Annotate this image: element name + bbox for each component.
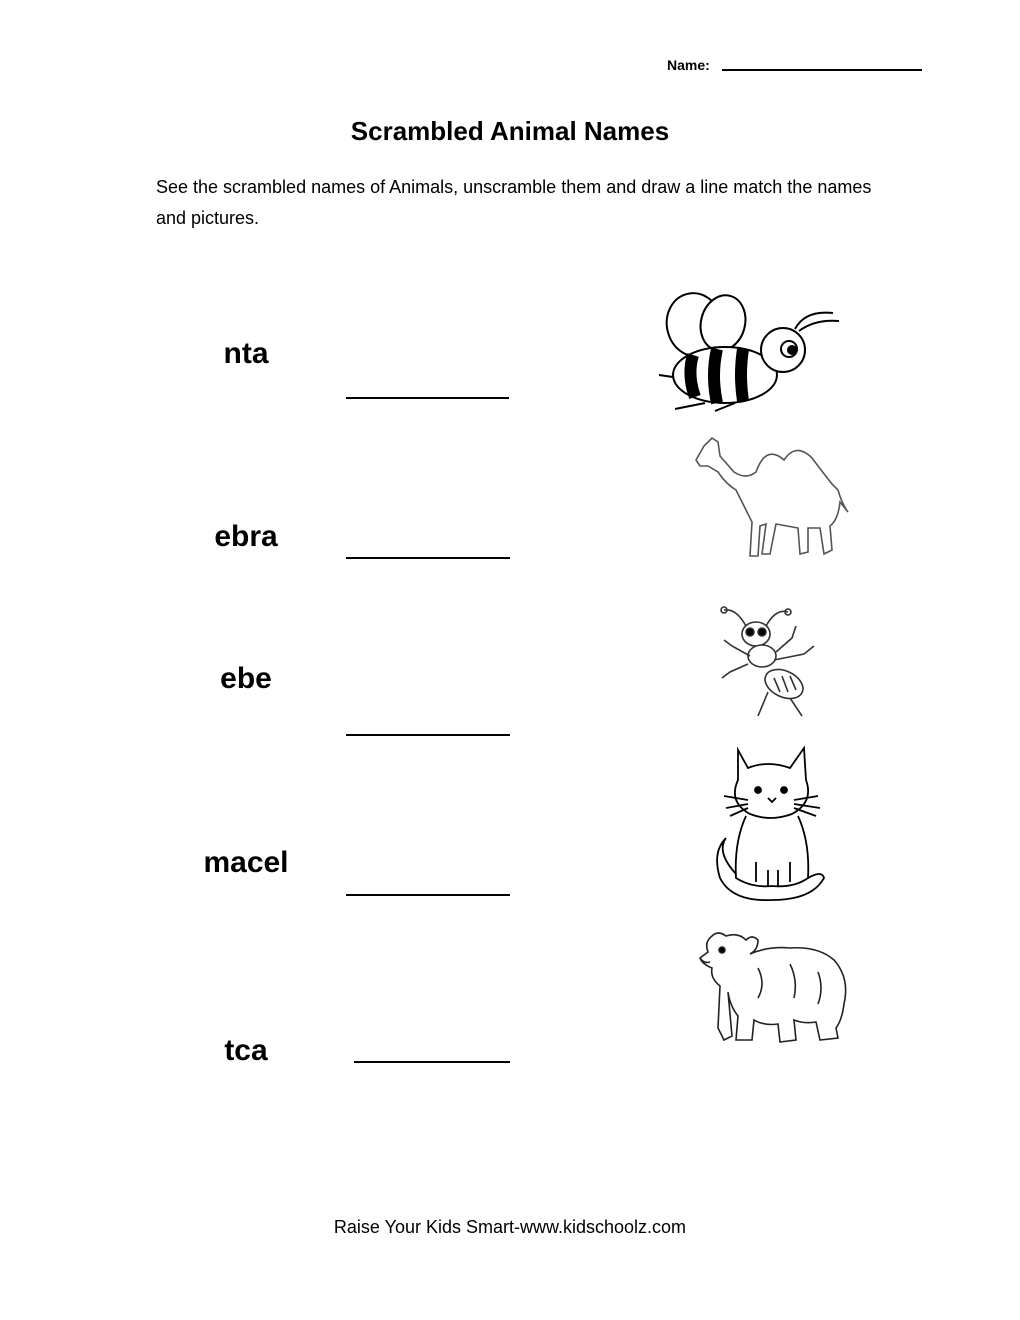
answer-line-2[interactable] (346, 557, 510, 559)
name-line[interactable] (722, 69, 922, 71)
answer-line-5[interactable] (354, 1061, 510, 1063)
scrambled-word-1: nta (223, 337, 269, 370)
scrambled-word-2: ebra (214, 520, 278, 553)
name-label: Name: (667, 57, 710, 73)
scrambled-word-3: ebe (220, 662, 272, 695)
answer-line-4[interactable] (346, 894, 510, 896)
bee-icon (655, 285, 845, 415)
scrambled-word-4: macel (203, 846, 289, 879)
scrambled-word-5: tca (224, 1034, 268, 1067)
footer-text: Raise Your Kids Smart-www.kidschoolz.com (333, 1217, 687, 1237)
answer-line-1[interactable] (346, 397, 509, 399)
bear-icon (698, 928, 853, 1050)
cat-icon (712, 742, 842, 902)
ant-icon (718, 600, 828, 718)
page-title: Scrambled Animal Names (350, 116, 670, 146)
answer-line-3[interactable] (346, 734, 510, 736)
camel-icon (690, 432, 855, 562)
instructions: See the scrambled names of Animals, unscramble them and draw a line match the names and pictures. (156, 177, 872, 228)
